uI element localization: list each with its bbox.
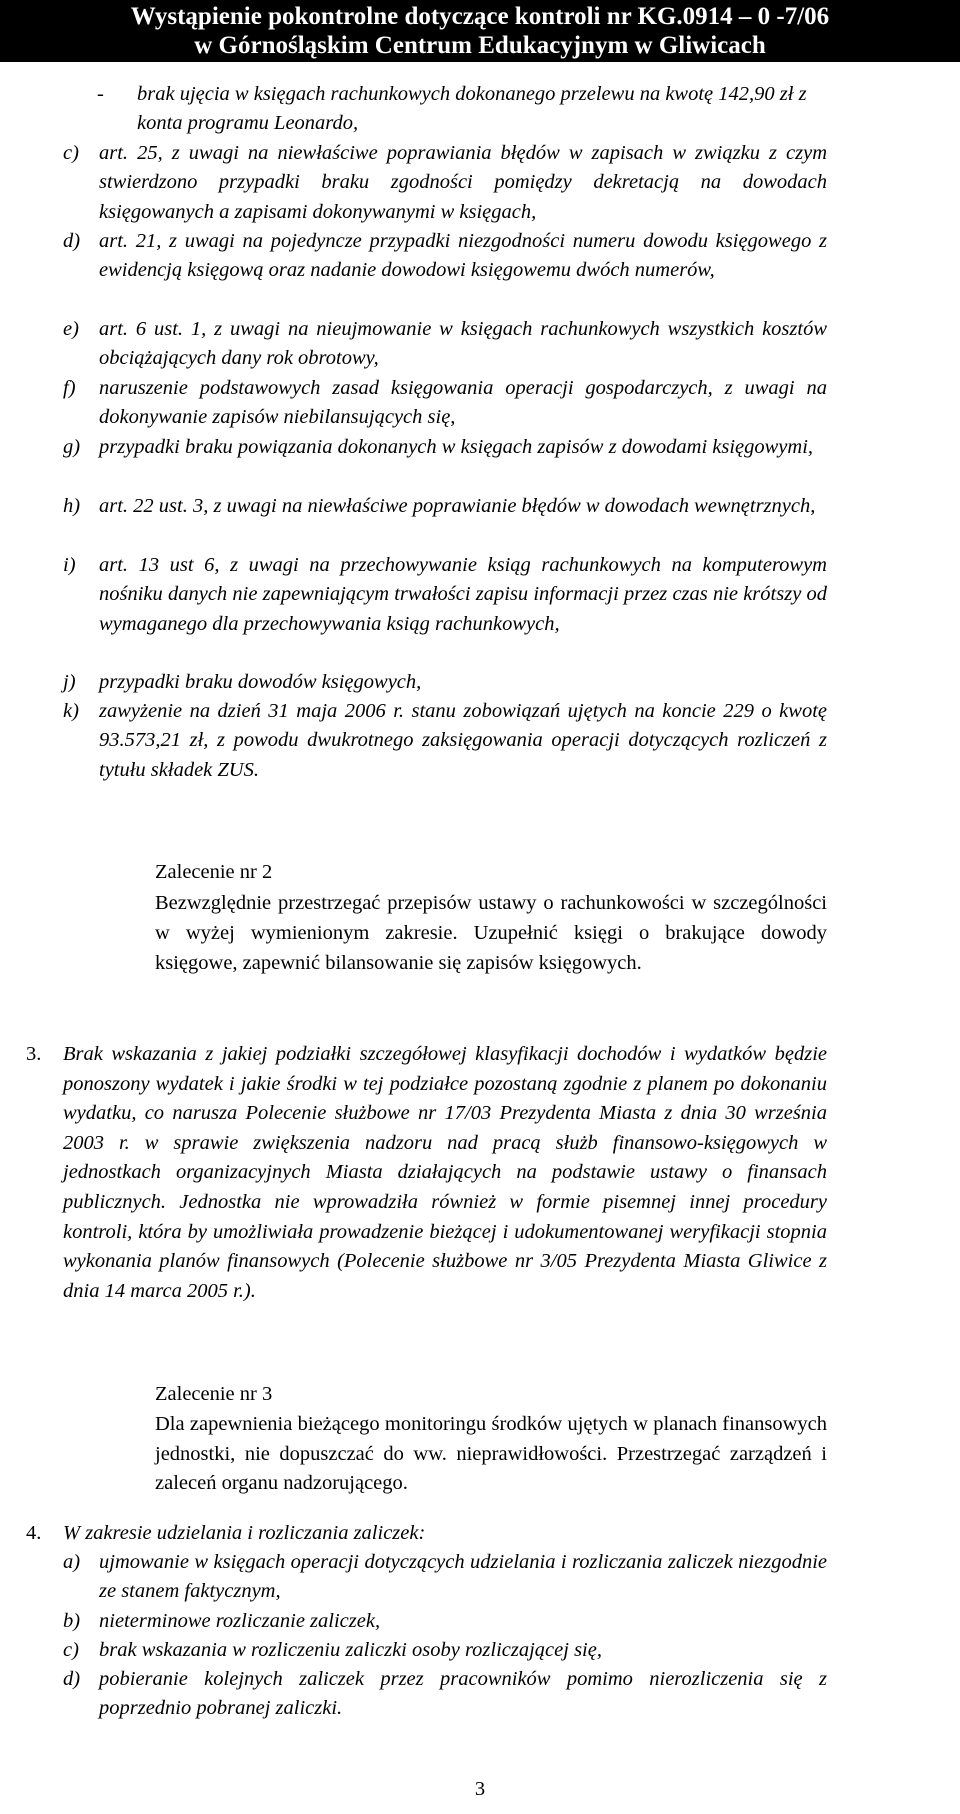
list-item	[0, 1607, 960, 1636]
list-item	[0, 1665, 960, 1724]
list-marker: d)	[63, 1668, 81, 1690]
recommendation-title: Zalecenie nr 2	[155, 861, 273, 883]
list-marker: h)	[63, 495, 81, 517]
list-marker: a)	[63, 1551, 81, 1573]
finding-text: W zakresie udzielania i rozliczania zaliczek:	[63, 1522, 426, 1544]
finding-number: 4.	[26, 1522, 42, 1544]
list-marker: c)	[63, 142, 79, 164]
list-item-text: naruszenie podstawowych zasad księgowania operacji gospodarczych, z uwagi na dokonywanie zapisów niebilansujących się,	[99, 377, 827, 429]
list-item	[0, 668, 960, 697]
list-marker: d)	[63, 230, 81, 252]
list-item	[0, 492, 960, 551]
page-number: 3	[474, 1778, 486, 1800]
list-item	[0, 697, 960, 785]
list-item-text: zawyżenie na dzień 31 maja 2006 r. stanu zobowiązań ujętych na koncie 229 o kwotę 93.573,21 zł, z powodu dwukrotnego zaksięgowania operacji dotyczących rozliczeń z tytułu składek ZUS.	[99, 700, 827, 781]
list-item-text: art. 22 ust. 3, z uwagi na niewłaściwe poprawianie błędów w dowodach wewnętrznych,	[99, 495, 816, 517]
list-item-text: brak ujęcia w księgach rachunkowych dokonanego przelewu na kwotę 142,90 zł z konta programu Leonardo,	[137, 83, 807, 135]
header-title-line-2: w Górnośląskim Centrum Edukacyjnym w Gliwicach	[194, 32, 766, 59]
list-item-text: brak wskazania w rozliczeniu zaliczki osoby rozliczającej się,	[99, 1639, 602, 1661]
list-item-text: art. 13 ust 6, z uwagi na przechowywanie ksiąg rachunkowych na komputerowym nośniku danych nie zapewniającym trwałości zapisu informacji przez czas nie krótszy od wymaganego dla przechowywania ksiąg rachunkowych,	[99, 554, 827, 635]
list-marker: g)	[63, 436, 81, 458]
list-marker: -	[97, 83, 104, 105]
list-item-text: art. 25, z uwagi na niewłaściwe poprawiania błędów w zapisach w związku z czym stwierdzono przypadki braku zgodności pomiędzy dekretacją na dowodach księgowanych a zapisami dokonywanymi w księgach,	[99, 142, 827, 223]
list-marker: i)	[63, 554, 76, 576]
list-item	[0, 1548, 960, 1607]
list-marker: k)	[63, 700, 79, 722]
list-marker: c)	[63, 1639, 79, 1661]
list-marker: e)	[63, 318, 79, 340]
list-item	[0, 374, 960, 433]
list-item-text: nieterminowe rozliczanie zaliczek,	[99, 1610, 381, 1632]
recommendation-text: Dla zapewnienia bieżącego monitoringu środków ujętych w planach finansowych jednostki, nie dopuszczać do ww. nieprawidłowości. Przestrzegać zarządzeń i zaleceń organu nadzorującego.	[155, 1413, 827, 1494]
list-item	[0, 227, 960, 315]
violations-list	[0, 80, 960, 785]
finding-text: Brak wskazania z jakiej podziałki szczegółowej klasyfikacji dochodów i wydatków będzie ponoszony wydatek i jakie środki w tej podziałce pozostaną zgodnie z planem po dokonaniu wydatku, co narusza Polecenie służbowe nr 17/03 Prezydenta Miasta z dnia 30 września 2003 r. w sprawie zwiększenia nadzoru nad pracą służb finansowo-księgowych w jednostkach organizacyjnych Miasta działających na podstawie ustawy o finansach publicznych. Jednostka nie wprowadziła również w formie pisemnej innej procedury kontroli, która by umożliwiała prowadzenie bieżącej i udokumentowanej weryfikacji stopnia wykonania planów finansowych (Polecenie służbowe nr 3/05 Prezydenta Miasta Gliwice z dnia 14 marca 2005 r.).	[63, 1043, 827, 1302]
list-item-text: art. 21, z uwagi na pojedyncze przypadki niezgodności numeru dowodu księgowego z ewidencją księgową oraz nadanie dowodowi księgowemu dwóch numerów,	[99, 230, 827, 282]
list-item	[0, 433, 960, 492]
list-item	[0, 139, 960, 227]
list-item-text: przypadki braku dowodów księgowych,	[99, 671, 422, 693]
list-item	[0, 315, 960, 374]
list-item-text: przypadki braku powiązania dokonanych w księgach zapisów z dowodami księgowymi,	[99, 436, 814, 458]
list-item	[0, 80, 960, 139]
list-item	[0, 1636, 960, 1665]
recommendation-title: Zalecenie nr 3	[155, 1383, 273, 1405]
list-marker: j)	[63, 671, 76, 693]
advance-issues-list	[0, 1548, 960, 1724]
list-item-text: pobieranie kolejnych zaliczek przez pracowników pomimo nierozliczenia się z poprzednio pobranej zaliczki.	[99, 1668, 827, 1720]
list-item-text: art. 6 ust. 1, z uwagi na nieujmowanie w księgach rachunkowych wszystkich kosztów obciążających dany rok obrotowy,	[99, 318, 827, 370]
finding-number: 3.	[26, 1043, 42, 1065]
header-title-line-1: Wystąpienie pokontrolne dotyczące kontroli nr KG.0914 – 0 -7/06	[130, 3, 830, 30]
list-marker: f)	[63, 377, 76, 399]
list-item-text: ujmowanie w księgach operacji dotyczących udzielania i rozliczania zaliczek niezgodnie ze stanem faktycznym,	[99, 1551, 827, 1603]
list-item	[0, 551, 960, 668]
document-header	[0, 0, 960, 62]
recommendation-text: Bezwzględnie przestrzegać przepisów ustawy o rachunkowości w szczególności w wyżej wymienionym zakresie. Uzupełnić księgi o brakujące dowody księgowe, zapewnić bilansowanie się zapisów księgowych.	[155, 892, 827, 974]
list-marker: b)	[63, 1610, 81, 1632]
